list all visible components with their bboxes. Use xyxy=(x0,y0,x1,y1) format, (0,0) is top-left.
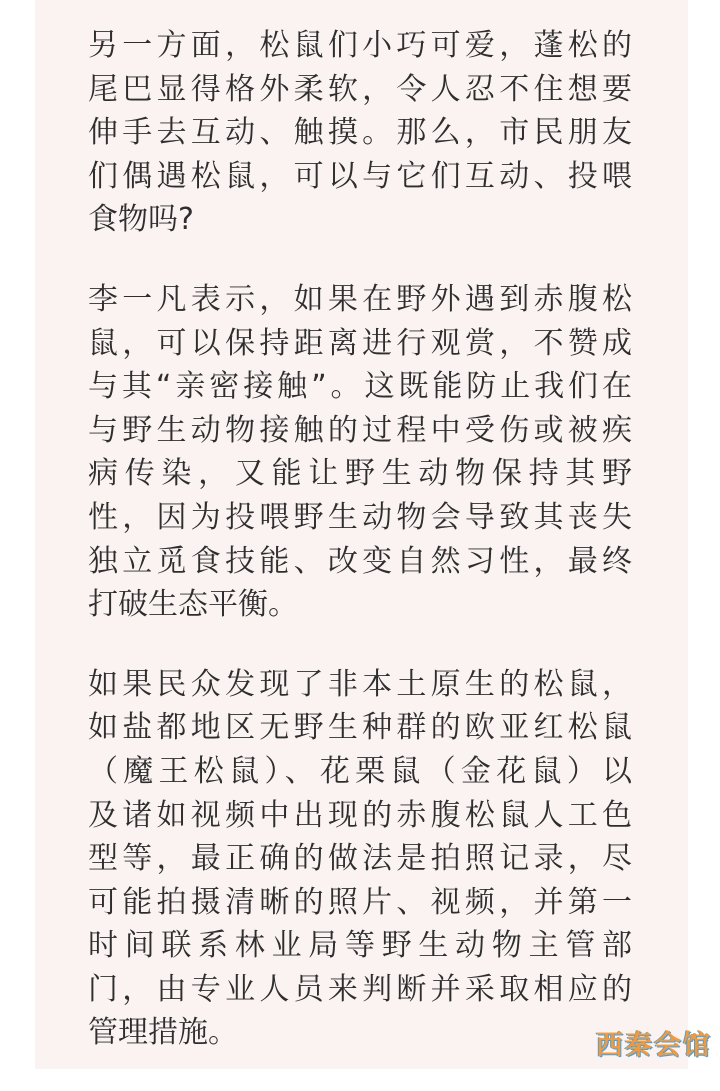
paragraph-2 xyxy=(88,278,632,627)
text-line: 型等，最正确的做法是拍照记录，尽 xyxy=(88,841,632,877)
text-line: （魔王松鼠）、花栗鼠（金花鼠）以 xyxy=(88,753,632,789)
text-line: 可能拍摄清晰的照片、视频，并第一 xyxy=(88,884,632,920)
watermark-logo: 西秦会馆 xyxy=(596,1030,712,1061)
text-line: 食物吗? xyxy=(88,202,194,238)
text-line: 病传染，又能让野生动物保持其野 xyxy=(88,456,632,492)
paragraph-3 xyxy=(88,663,632,1055)
text-line: 尾巴显得格外柔软，令人忍不住想要 xyxy=(88,71,632,107)
text-line: 打破生态平衡。 xyxy=(88,587,298,623)
text-line: 独立觅食技能、改变自然习性，最终 xyxy=(88,543,632,579)
text-line: 伸手去互动、触摸。那么，市民朋友 xyxy=(88,115,632,151)
text-line: 如果民众发现了非本土原生的松鼠， xyxy=(88,666,632,702)
text-line: 们偶遇松鼠，可以与它们互动、投喂 xyxy=(88,158,632,194)
text-line: 另一方面，松鼠们小巧可爱，蓬松的 xyxy=(88,28,632,63)
text-line: 李一凡表示，如果在野外遇到赤腹松 xyxy=(88,281,632,317)
text-line: 门，由专业人员来判断并采取相应的 xyxy=(88,971,632,1007)
paragraph-1 xyxy=(88,24,632,242)
text-line: 性，因为投喂野生动物会导致其丧失 xyxy=(88,499,632,535)
article-body xyxy=(88,24,632,1091)
text-line: 鼠，可以保持距离进行观赏，不赞成 xyxy=(88,325,632,361)
text-line: 管理措施。 xyxy=(88,1015,238,1051)
text-line: 与野生动物接触的过程中受伤或被疾 xyxy=(88,412,632,448)
text-line: 与其“亲密接触”。这既能防止我们在 xyxy=(88,369,632,405)
text-line: 及诸如视频中出现的赤腹松鼠人工色 xyxy=(88,797,632,833)
text-line: 如盐都地区无野生种群的欧亚红松鼠 xyxy=(88,710,632,746)
text-line: 时间联系林业局等野生动物主管部 xyxy=(88,928,632,964)
